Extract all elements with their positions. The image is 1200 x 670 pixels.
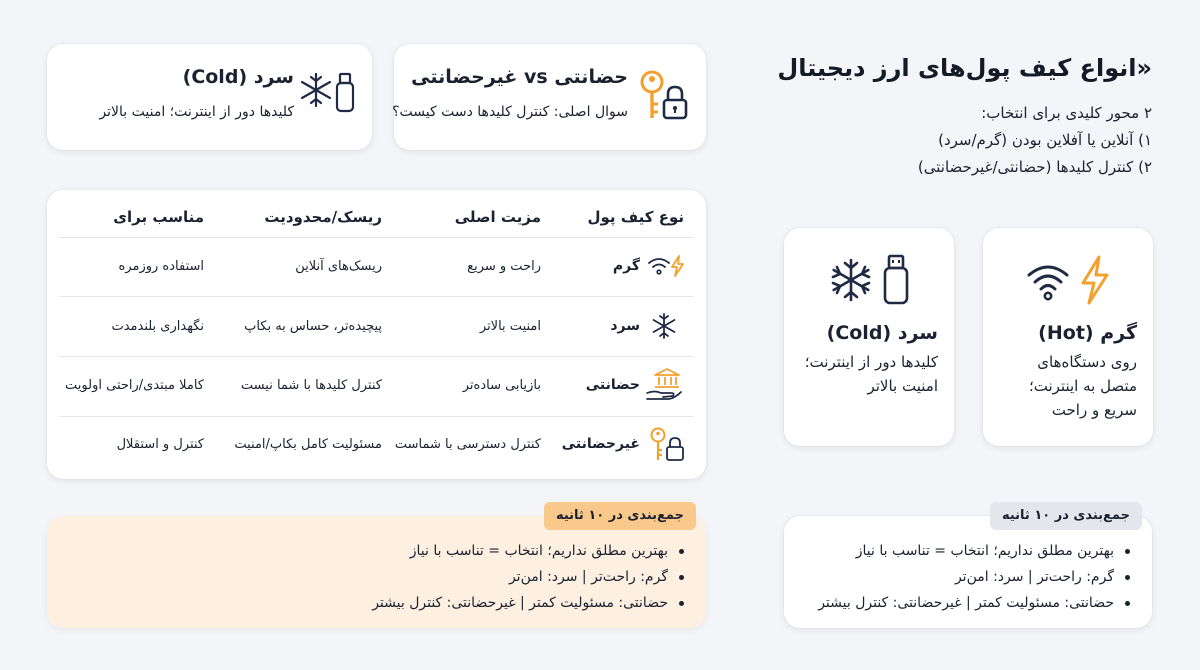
row-advantage: بازیابی ساده‌تر [462, 378, 541, 393]
row-advantage: راحت و سریع [467, 259, 541, 274]
comparison-table [47, 190, 706, 479]
row-type: حضانتی [585, 377, 640, 393]
usb-drive-icon [337, 74, 353, 111]
row-risk: پیچیده‌تر، حساس به بکاپ [244, 319, 382, 334]
key-lock-icon [636, 68, 690, 124]
table-divider [59, 416, 694, 417]
snowflake-icon [828, 257, 874, 303]
row-risk: مسئولیت کامل بکاپ/امنیت [234, 437, 382, 452]
table-header-fit: مناسب برای [113, 208, 204, 226]
axis-1: ۱) آنلاین یا آفلاین بودن (گرم/سرد) [938, 131, 1152, 149]
list-item: حضانتی: مسئولیت کمتر | غیرحضانتی: کنترل بیشتر [818, 590, 1132, 616]
list-item: گرم: راحت‌تر | سرد: امن‌تر [818, 564, 1132, 590]
cold-mini-title: سرد (Cold) [182, 66, 294, 88]
custodial-desc: سوال اصلی: کنترل کلیدها دست کیست؟ [392, 104, 628, 120]
row-fit: نگهداری بلندمدت [111, 319, 204, 334]
summary-list [372, 538, 686, 616]
row-risk: ریسک‌های آنلاین [295, 259, 382, 274]
hot-title: گرم (Hot) [1038, 322, 1137, 344]
summary-card-highlight [47, 508, 706, 628]
row-fit: کاملا مبتدی/راحتی اولویت [65, 378, 204, 393]
cold-mini-desc: کلیدها دور از اینترنت؛ امنیت بالاتر [99, 104, 294, 120]
table-divider [59, 356, 694, 357]
summary-badge: جمع‌بندی در ۱۰ ثانیه [990, 502, 1142, 530]
custodial-title: حضانتی vs غیرحضانتی [411, 66, 628, 88]
table-divider [59, 237, 694, 238]
row-advantage: امنیت بالاتر [479, 319, 541, 334]
summary-badge: جمع‌بندی در ۱۰ ثانیه [544, 502, 696, 530]
list-item: بهترین مطلق نداریم؛ انتخاب = تناسب با نیاز [372, 538, 686, 564]
axes-intro-block [752, 100, 1152, 181]
axis-2: ۲) کنترل کلیدها (حضانتی/غیرحضانتی) [917, 158, 1152, 176]
cold-desc: کلیدها دور از اینترنت؛ امنیت بالاتر [804, 353, 938, 395]
lightning-icon [1079, 255, 1111, 305]
wifi-lightning-icon [647, 254, 687, 278]
usb-drive-icon [882, 254, 910, 306]
table-header-advantage: مزیت اصلی [454, 208, 541, 226]
row-fit: کنترل و استقلال [116, 437, 204, 452]
snowflake-usb-icon [300, 68, 356, 118]
hot-icons [999, 228, 1137, 318]
hot-desc: روی دستگاه‌های متصل به اینترنت؛ سریع و راحت [1028, 353, 1137, 419]
wifi-icon [1025, 258, 1071, 302]
table-header-risk: ریسک/محدودیت [264, 208, 382, 226]
row-type: گرم [612, 258, 640, 274]
table-header-type: نوع کیف پول [587, 208, 684, 226]
cold-title: سرد (Cold) [826, 322, 938, 344]
row-advantage: کنترل دسترسی با شماست [394, 437, 541, 452]
table-divider [59, 296, 694, 297]
lock-icon [664, 87, 686, 118]
axes-intro: ۲ محور کلیدی برای انتخاب: [981, 104, 1152, 122]
list-item: بهترین مطلق نداریم؛ انتخاب = تناسب با نیاز [818, 538, 1132, 564]
cold-icons [800, 228, 938, 318]
snowflake-icon [650, 312, 678, 340]
hot-wallet-card [983, 228, 1153, 446]
list-item: گرم: راحت‌تر | سرد: امن‌تر [372, 564, 686, 590]
row-risk: کنترل کلیدها با شما نیست [240, 378, 382, 393]
key-icon [642, 72, 662, 118]
row-type: سرد [610, 318, 640, 334]
list-item: حضانتی: مسئولیت کمتر | غیرحضانتی: کنترل بیشتر [372, 590, 686, 616]
summary-card [784, 508, 1152, 628]
key-lock-icon [647, 426, 687, 464]
cold-wallet-card [784, 228, 954, 446]
summary-list [818, 538, 1132, 616]
custodial-card [394, 44, 706, 150]
bank-hand-icon [645, 366, 685, 402]
snowflake-icon [302, 74, 330, 106]
cold-mini-card [47, 44, 372, 150]
row-fit: استفاده روزمره [118, 259, 204, 274]
page-title: «انواع کیف پول‌های ارز دیجیتال [777, 54, 1152, 82]
row-type: غیرحضانتی [561, 436, 640, 452]
